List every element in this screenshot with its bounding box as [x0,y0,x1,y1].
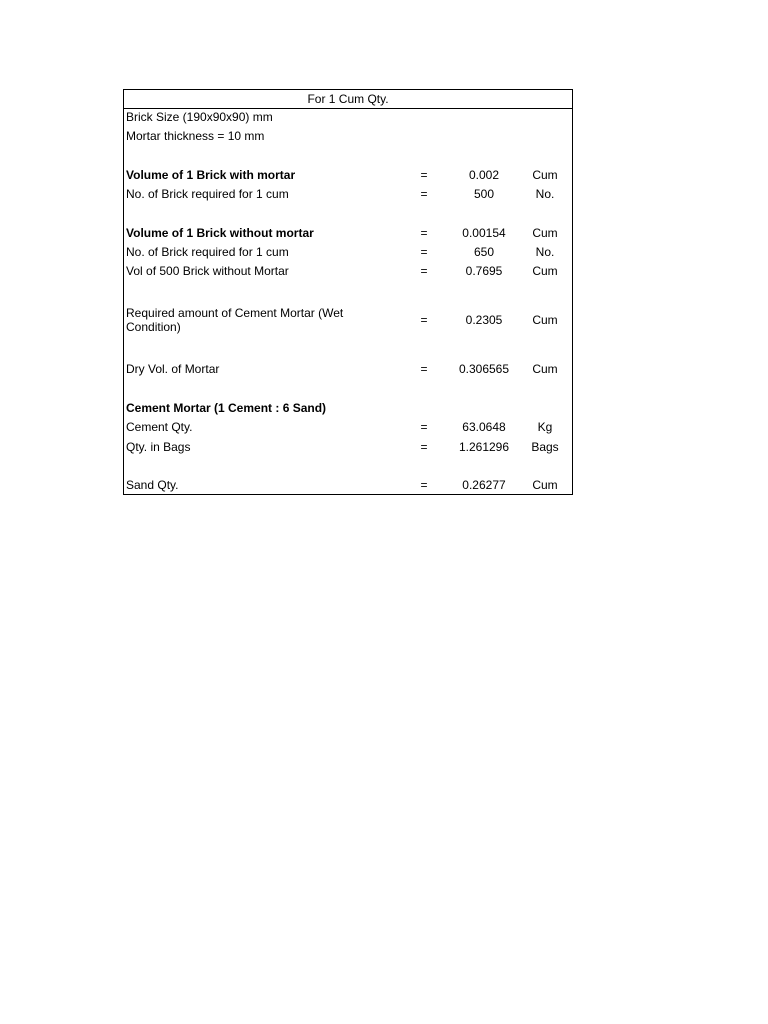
row-unit: Cum [532,313,558,327]
row-value: 63.0648 [462,420,506,434]
equals-sign: = [420,245,428,259]
row-label: Volume of 1 Brick with mortar [126,168,296,182]
row-unit: Cum [532,226,558,240]
row-value: 0.2305 [465,313,503,327]
sheet-title: For 1 Cum Qty. [124,90,572,109]
equals-sign: = [420,440,428,454]
row-value: 650 [473,245,495,259]
row-label: Qty. in Bags [126,440,191,454]
row-label: Dry Vol. of Mortar [126,362,220,376]
row-unit: Bags [531,440,559,454]
row-label: Sand Qty. [126,478,179,492]
row-label: Vol of 500 Brick without Mortar [126,264,289,278]
equals-sign: = [420,313,428,327]
equals-sign: = [420,264,428,278]
equals-sign: = [420,478,428,492]
mortar-thickness-label: Mortar thickness = 10 mm [126,129,265,143]
row-label: Cement Qty. [126,420,193,434]
row-value: 0.306565 [458,362,510,376]
row-unit: No. [535,245,555,259]
row-unit: Cum [532,362,558,376]
calculation-sheet [123,89,573,495]
row-value: 0.7695 [465,264,503,278]
row-unit: No. [535,187,555,201]
brick-size-label: Brick Size (190x90x90) mm [126,110,273,124]
row-value: 0.002 [468,168,500,182]
row-unit: Cum [532,478,558,492]
row-label: Required amount of Cement Mortar (Wet Condition) [126,306,344,334]
row-unit: Cum [532,264,558,278]
equals-sign: = [420,420,428,434]
row-value: 0.00154 [462,226,506,240]
row-unit: Kg [537,420,553,434]
equals-sign: = [420,226,428,240]
equals-sign: = [420,168,428,182]
row-label: No. of Brick required for 1 cum [126,187,289,201]
row-value: 500 [473,187,495,201]
row-value: 1.261296 [458,440,510,454]
mortar-ratio-heading: Cement Mortar (1 Cement : 6 Sand) [126,401,327,415]
equals-sign: = [420,362,428,376]
row-label: Volume of 1 Brick without mortar [126,226,314,240]
equals-sign: = [420,187,428,201]
row-unit: Cum [532,168,558,182]
row-label: No. of Brick required for 1 cum [126,245,289,259]
row-value: 0.26277 [462,478,506,492]
